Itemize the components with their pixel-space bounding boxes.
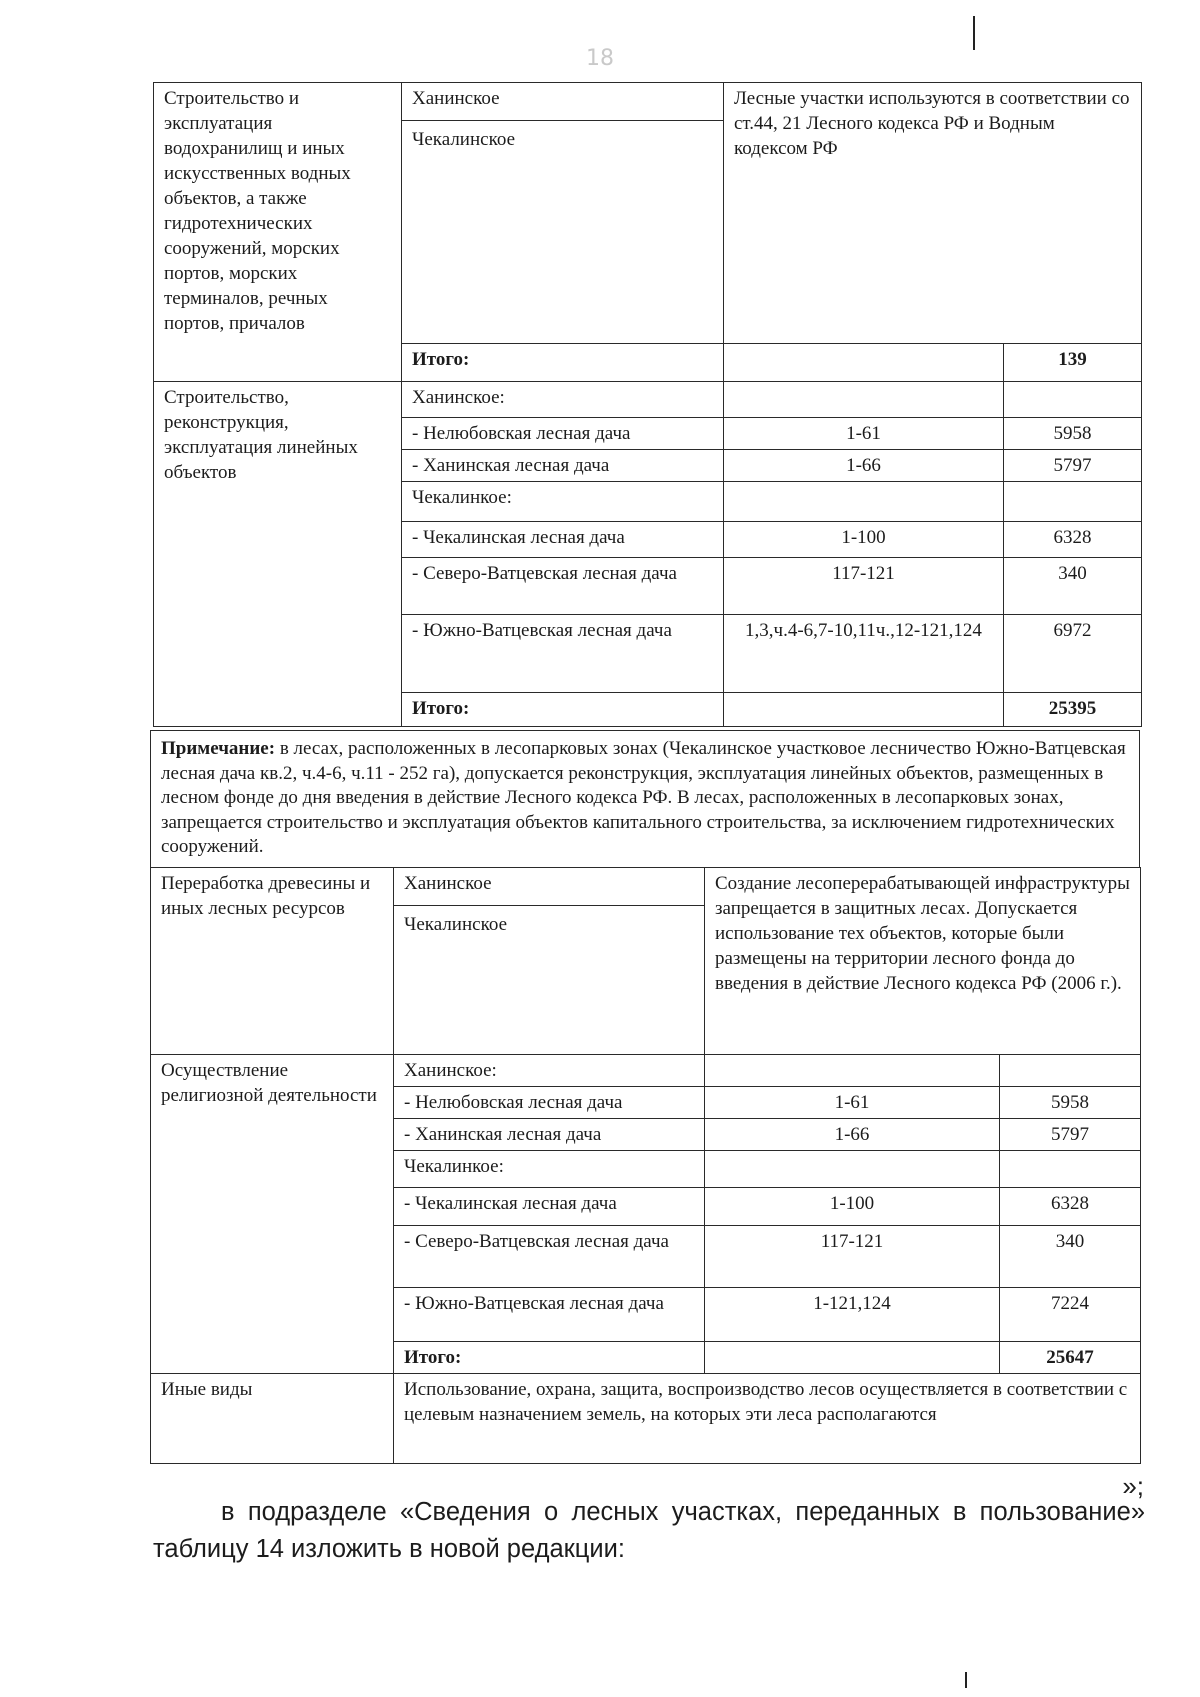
category-cell: Строительство, реконструкция, эксплуатация линейных объектов (154, 382, 402, 727)
forestry-cell (402, 83, 724, 344)
forestry-name: Чекалинское (402, 120, 723, 158)
row-quarters: 1-66 (724, 450, 1004, 482)
forestry-cell (394, 868, 705, 1055)
row-quarters (724, 482, 1004, 522)
row-name: - Северо-Ватцевская лесная дача (394, 1226, 705, 1288)
row-quarters: 1-100 (724, 522, 1004, 558)
total-value: 139 (1004, 344, 1142, 382)
row-name: - Ханинская лесная дача (394, 1119, 705, 1151)
forestry-name: Чекалинское (394, 905, 704, 943)
instruction-paragraph (153, 1494, 1145, 1568)
row-quarters (705, 1055, 1000, 1087)
total-label: Итого: (402, 344, 724, 382)
category-cell: Осуществление религиозной деятельности (151, 1055, 394, 1374)
category-cell: Строительство и эксплуатация водохранилищ и иных искусственных водных объектов, а также гидротехнических сооружений, морских портов, морских терминалов, речных портов, причалов (154, 83, 402, 382)
row-area: 6328 (1000, 1188, 1141, 1226)
paragraph-text: в подразделе «Сведения о лесных участках, переданных в пользование» таблицу 14 изложить в новой редакции: (153, 1498, 1145, 1563)
row-area: 5958 (1004, 418, 1142, 450)
row-quarters: 1-100 (705, 1188, 1000, 1226)
row-area (1004, 482, 1142, 522)
row-quarters: 1-121,124 (705, 1288, 1000, 1342)
scan-mark-bottom (965, 1672, 967, 1688)
table-row (151, 731, 1140, 868)
remark-table (150, 730, 1140, 868)
page-number: 18 (586, 46, 614, 71)
quarters-cell (705, 1342, 1000, 1374)
category-cell: Переработка древесины и иных лесных ресурсов (151, 868, 394, 1055)
row-quarters (705, 1151, 1000, 1188)
forestry-name: Ханинское (412, 88, 500, 109)
row-name: Ханинское: (394, 1055, 705, 1087)
row-name: Ханинское: (402, 382, 724, 418)
table-row (154, 83, 1142, 344)
row-name: - Ханинская лесная дача (402, 450, 724, 482)
row-area: 5958 (1000, 1087, 1141, 1119)
forest-use-table-part2 (150, 867, 1141, 1464)
remark-label: Примечание: (161, 738, 276, 759)
forestry-name: Ханинское (404, 873, 492, 894)
row-name: Чекалинкое: (402, 482, 724, 522)
row-area (1004, 382, 1142, 418)
row-area: 6328 (1004, 522, 1142, 558)
row-area (1000, 1055, 1141, 1087)
row-area: 340 (1004, 558, 1142, 615)
scan-mark-top (973, 16, 975, 50)
row-area: 7224 (1000, 1288, 1141, 1342)
row-name: - Северо-Ватцевская лесная дача (402, 558, 724, 615)
table-row (151, 1055, 1141, 1087)
row-name: - Чекалинская лесная дача (394, 1188, 705, 1226)
total-value: 25647 (1000, 1342, 1141, 1374)
total-label: Итого: (394, 1342, 705, 1374)
quarters-cell (724, 693, 1004, 727)
total-value: 25395 (1004, 693, 1142, 727)
remark-text: в лесах, расположенных в лесопарковых зонах (Чекалинское участковое лесничество Южно-Ватцевская лесная дача кв.2, ч.4-6, ч.11 - 252 га), допускается реконструкция, эксплуатация линейных объектов, размещенных в лесном фонде до дня введения в действие Лесного кодекса РФ. В лесах, расположенных в лесопарковых зонах, запрещается строительство и эксплуатация объектов капитального строительства, за исключением гидротехнических сооружений. (161, 738, 1126, 857)
closing-quote: »; (1122, 1471, 1144, 1501)
row-quarters: 1-66 (705, 1119, 1000, 1151)
row-name: - Чекалинская лесная дача (402, 522, 724, 558)
quarters-cell (724, 344, 1004, 382)
row-area: 6972 (1004, 615, 1142, 693)
row-quarters (724, 382, 1004, 418)
usage-note-cell: Создание лесоперерабатывающей инфраструктуры запрещается в защитных лесах. Допускается использование тех объектов, которые были размещены на территории лесного фонда до введения в действие Лесного кодекса РФ (2006 г.). (705, 868, 1141, 1055)
row-quarters: 117-121 (724, 558, 1004, 615)
row-quarters: 1,3,ч.4-6,7-10,11ч.,12-121,124 (724, 615, 1004, 693)
row-quarters: 1-61 (724, 418, 1004, 450)
total-label: Итого: (402, 693, 724, 727)
row-name: - Нелюбовская лесная дача (402, 418, 724, 450)
remark-cell (151, 731, 1140, 868)
row-name: - Южно-Ватцевская лесная дача (402, 615, 724, 693)
row-area (1000, 1151, 1141, 1188)
table-row (151, 1374, 1141, 1464)
row-name: - Южно-Ватцевская лесная дача (394, 1288, 705, 1342)
table-row (154, 382, 1142, 418)
row-area: 340 (1000, 1226, 1141, 1288)
row-area: 5797 (1000, 1119, 1141, 1151)
row-quarters: 1-61 (705, 1087, 1000, 1119)
usage-note-cell: Лесные участки используются в соответствии со ст.44, 21 Лесного кодекса РФ и Водным кодексом РФ (724, 83, 1142, 344)
category-cell: Иные виды (151, 1374, 394, 1464)
forest-use-table-part1 (153, 82, 1142, 727)
usage-note-cell: Использование, охрана, защита, воспроизводство лесов осуществляется в соответствии с целевым назначением земель, на которых эти леса располагаются (394, 1374, 1141, 1464)
row-quarters: 117-121 (705, 1226, 1000, 1288)
table-row (151, 868, 1141, 1055)
row-name: Чекалинкое: (394, 1151, 705, 1188)
row-area: 5797 (1004, 450, 1142, 482)
row-name: - Нелюбовская лесная дача (394, 1087, 705, 1119)
